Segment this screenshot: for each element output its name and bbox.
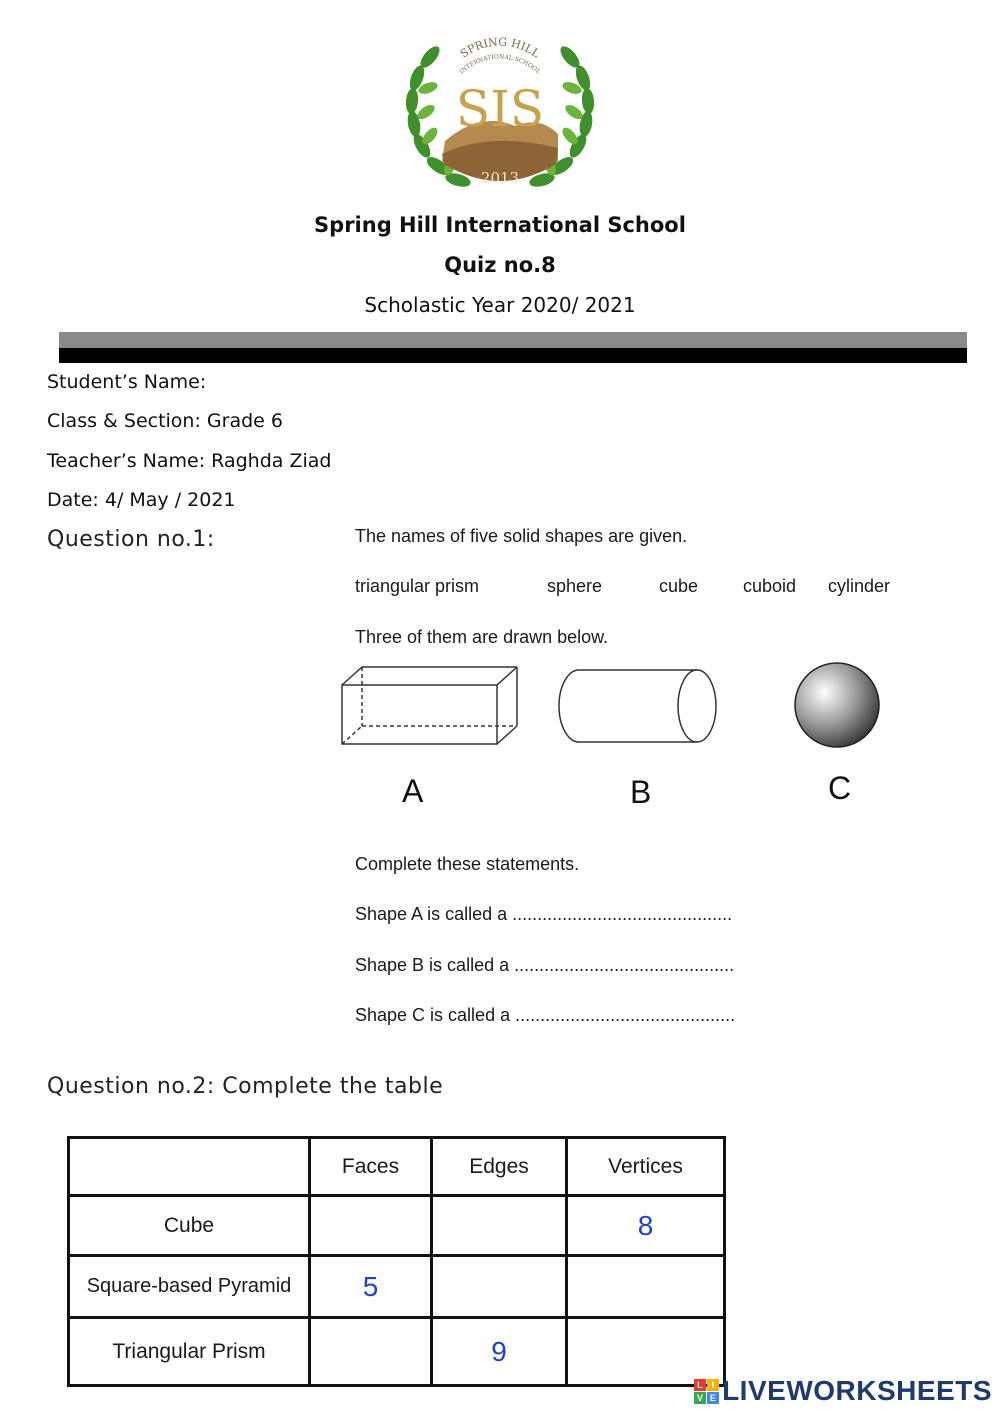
row-label-triangular-prism: Triangular Prism (69, 1318, 310, 1386)
row-label-square-pyramid: Square-based Pyramid (69, 1256, 310, 1318)
question1-intro: The names of five solid shapes are given. (355, 526, 688, 546)
statement-shape-a[interactable]: Shape A is called a ............................................ (355, 904, 733, 924)
liveworksheets-wordmark: LIVEWORKSHEETS (722, 1375, 992, 1406)
properties-table (67, 1136, 726, 1387)
teacher-name: Teacher’s Name: Raghda Ziad (47, 450, 332, 472)
shapes-figure (335, 650, 905, 760)
table-header-edges: Edges (432, 1138, 567, 1196)
statement-shape-b[interactable]: Shape B is called a ............................................ (355, 955, 735, 975)
badge-letter-i: I (707, 1379, 719, 1391)
cylinder-shape-icon (559, 670, 716, 742)
badge-letter-e: E (707, 1392, 719, 1404)
table-row (69, 1256, 725, 1318)
table-row (69, 1196, 725, 1256)
cell-cube-vertices: 8 (567, 1196, 725, 1256)
school-name: Spring Hill International School (314, 213, 686, 237)
liveworksheets-badge-icon (694, 1379, 719, 1404)
shape-name-cuboid: cuboid (743, 576, 797, 596)
divider-black (59, 348, 967, 363)
question1-heading: Question no.1: (47, 527, 215, 552)
question2-heading: Question no.2: Complete the table (47, 1074, 444, 1099)
table-header-faces: Faces (310, 1138, 432, 1196)
table-header-vertices: Vertices (567, 1138, 725, 1196)
cell-pyramid-vertices[interactable] (567, 1256, 725, 1318)
badge-letter-l: L (694, 1379, 706, 1391)
cell-cube-faces[interactable] (310, 1196, 432, 1256)
logo-year: 2013 (480, 169, 520, 187)
question1-complete-text: Complete these statements. (355, 854, 580, 874)
cell-cube-edges[interactable] (432, 1196, 567, 1256)
table-header-row (69, 1138, 725, 1196)
shape-name-triangular-prism: triangular prism (355, 576, 480, 596)
student-name-label: Student’s Name: (47, 371, 207, 393)
question1-drawn-text: Three of them are drawn below. (355, 627, 609, 647)
cell-pyramid-faces: 5 (310, 1256, 432, 1318)
sphere-shape-icon (795, 663, 879, 747)
logo-sub-arc-text: INTERNATIONAL SCHOOL (458, 53, 542, 76)
date: Date: 4/ May / 2021 (47, 489, 236, 511)
cell-pyramid-edges[interactable] (432, 1256, 567, 1318)
school-logo (400, 26, 600, 206)
shape-label-a: A (402, 773, 424, 809)
logo-initials: SIS (455, 80, 545, 138)
shape-name-cube: cube (659, 576, 699, 596)
shape-label-c: C (828, 770, 852, 806)
cell-prism-edges: 9 (432, 1318, 567, 1386)
statement-shape-c[interactable]: Shape C is called a ............................................ (355, 1005, 736, 1025)
row-label-cube: Cube (69, 1196, 310, 1256)
shape-name-cylinder: cylinder (828, 576, 891, 596)
cell-prism-faces[interactable] (310, 1318, 432, 1386)
quiz-title: Quiz no.8 (444, 253, 556, 277)
liveworksheets-logo[interactable] (694, 1375, 992, 1407)
divider-gray (59, 332, 967, 348)
shape-name-sphere: sphere (547, 576, 603, 596)
table-row (69, 1318, 725, 1386)
badge-letter-v: V (694, 1392, 706, 1404)
class-section: Class & Section: Grade 6 (47, 410, 283, 432)
cuboid-shape-icon (342, 667, 517, 744)
shape-label-b: B (630, 774, 652, 810)
table-header-blank (69, 1138, 310, 1196)
scholastic-year: Scholastic Year 2020/ 2021 (364, 293, 636, 317)
logo-arc-text: SPRING HILL (457, 35, 543, 61)
